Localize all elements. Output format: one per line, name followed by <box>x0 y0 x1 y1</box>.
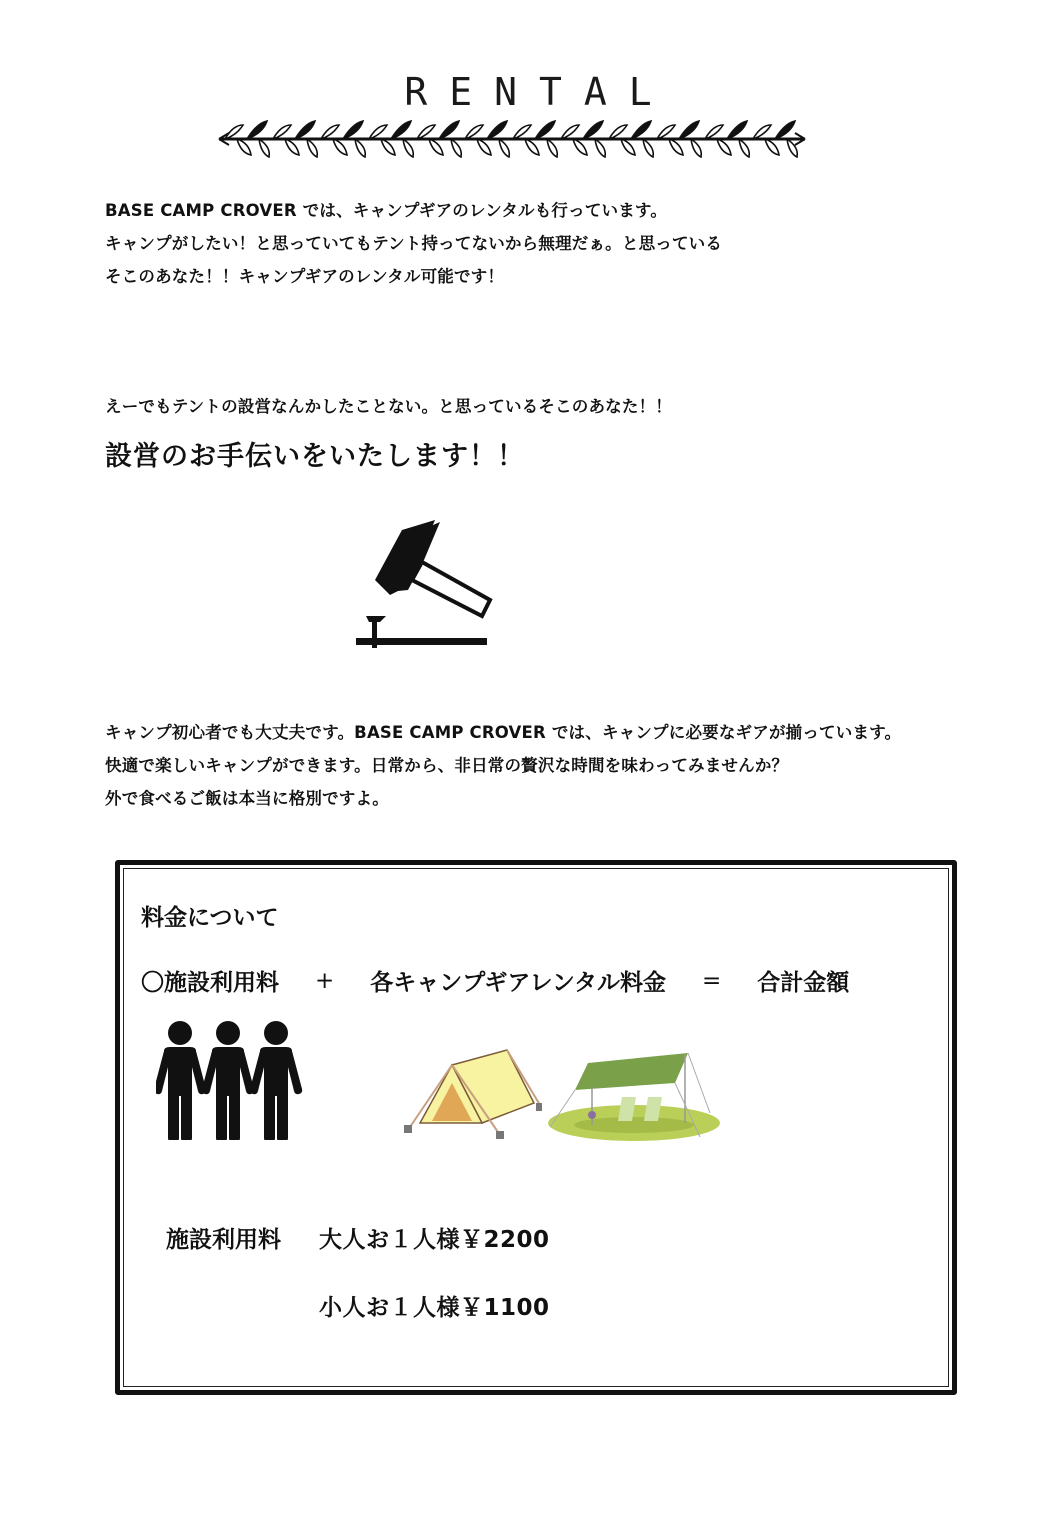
intro-line: そこのあなた！！キャンプギアのレンタル可能です！ <box>105 267 505 286</box>
formula-total: 合計金額 <box>757 970 850 996</box>
tent-icon <box>402 1045 544 1140</box>
beginner-line: キャンプ初心者でも大丈夫です。BASE CAMP CROVER では、キャンプに必要なギアが揃っています。 <box>105 723 902 742</box>
pricing-box-inner <box>123 868 949 1387</box>
fee-label: 施設利用料 <box>166 1227 281 1253</box>
intro-paragraph <box>105 194 722 293</box>
formula-gear-rental: 各キャンプギアレンタル料金 <box>370 970 666 996</box>
formula-equals: = <box>701 967 722 994</box>
formula-plus: + <box>315 967 335 994</box>
pricing-formula <box>141 964 849 997</box>
hammer-peg-icon <box>340 500 515 670</box>
intro-line: BASE CAMP CROVER では、キャンプギアのレンタルも行っています。 <box>105 201 668 220</box>
beginner-line: 快適で楽しいキャンプができます。日常から、非日常の贅沢な時間を味わってみませんか？ <box>105 756 789 775</box>
setup-headline: 設営のお手伝いをいたします！！ <box>105 441 525 472</box>
beginner-paragraph <box>105 716 901 815</box>
intro-line: キャンプがしたい！と思っていてもテント持ってないから無理だぁ。と思っている <box>105 234 723 253</box>
fee-child: 小人お１人様￥1100 <box>319 1295 550 1321</box>
pricing-box <box>115 860 957 1395</box>
pricing-heading: 料金について <box>141 905 279 931</box>
page-title: RENTAL <box>404 70 674 114</box>
beginner-line: 外で食べるご飯は本当に格別ですよ。 <box>105 789 389 808</box>
tarp-canopy-icon <box>540 1045 728 1145</box>
three-people-icon <box>156 1015 306 1140</box>
fee-adult: 大人お１人様￥2200 <box>319 1227 550 1253</box>
setup-lead <box>105 390 672 423</box>
setup-lead-text: えーでもテントの設営なんかしたことない。と思っているそこのあなた！！ <box>105 397 672 416</box>
leaf-vine-divider-icon <box>215 112 810 164</box>
formula-facility-fee: 〇施設利用料 <box>141 970 279 996</box>
